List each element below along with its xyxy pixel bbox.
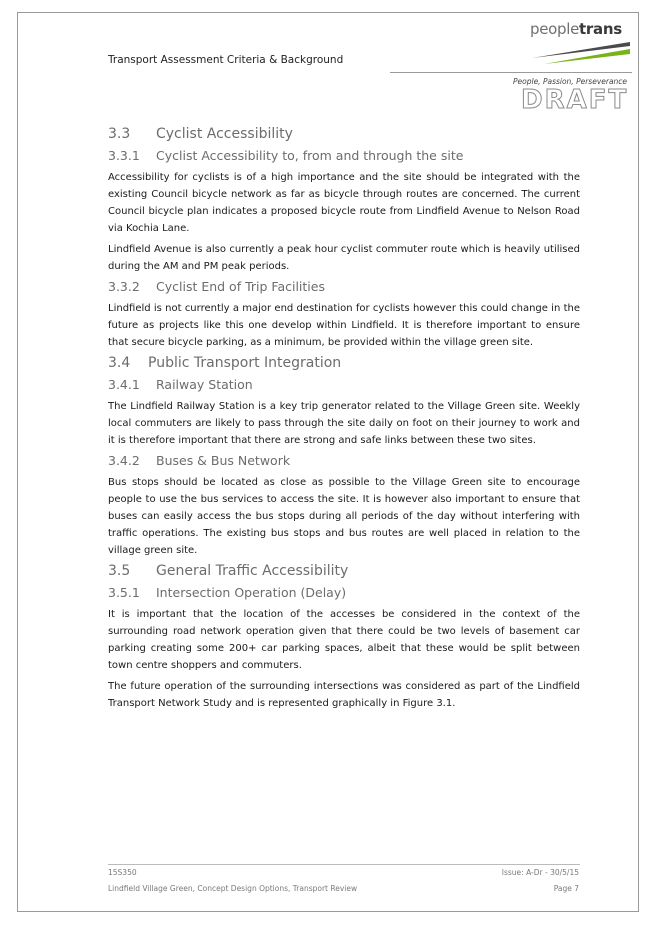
- paragraph: Lindfield Avenue is also currently a peak hour cyclist commuter route which is heavily utilised during the AM and PM peak periods.: [108, 244, 580, 272]
- heading-3-5-1: 3.5.1 Intersection Operation (Delay): [108, 585, 347, 600]
- heading-3-4-1: 3.4.1 Railway Station: [108, 377, 253, 392]
- footer-issue: Issue: A-Dr - 30/5/15: [501, 868, 579, 877]
- logo-wordmark: peopletrans: [530, 20, 622, 38]
- company-logo: [530, 16, 632, 66]
- draft-watermark: DRAFT: [521, 85, 629, 115]
- paragraph: It is important that the location of the accesses be considered in the context of the surrounding road network operation given that there could be two levels of basement car parking creating some 200+ car parking spaces, albeit that these would be split between town centre shoppers and commuters.: [108, 609, 580, 671]
- paragraph: The Lindfield Railway Station is a key trip generator related to the Village Green site. Weekly local commuters are likely to pass through the site daily on foot on their journey to work and it is therefore important that there are strong and safe links between these two sites.: [108, 401, 580, 446]
- heading-3-3-1: 3.3.1 Cyclist Accessibility to, from and through the site: [108, 148, 464, 163]
- tagline: People, Passion, Perseverance: [513, 77, 628, 86]
- heading-3-3: 3.3 Cyclist Accessibility: [108, 126, 293, 142]
- heading-3-5: 3.5 General Traffic Accessibility: [108, 563, 349, 579]
- paragraph: Bus stops should be located as close as possible to the Village Green site to encourage people to use the bus services to access the site. It is however also important to ensure that buses can easily access the bus stops during all periods of the day without interfering with traffic operations. The existing bus stops and bus routes are well placed in relation to the village green site.: [108, 477, 580, 556]
- paragraph: Lindfield is not currently a major end destination for cyclists however this could change in the future as projects like this one develop within Lindfield. It is therefore important to ensure that secure bicycle parking, as a minimum, be provided within the village green site.: [108, 303, 580, 348]
- main-content: [108, 126, 580, 716]
- footer-project: Lindfield Village Green, Concept Design Options, Transport Review: [108, 884, 358, 893]
- footer-job-number: 15S350: [108, 868, 137, 877]
- header-title: Transport Assessment Criteria & Background: [108, 54, 344, 66]
- logo-swoosh-icon: [530, 36, 632, 66]
- heading-3-4: 3.4 Public Transport Integration: [108, 355, 342, 371]
- heading-3-3-2: 3.3.2 Cyclist End of Trip Facilities: [108, 279, 325, 294]
- paragraph: The future operation of the surrounding intersections was considered as part of the Lindfield Transport Network Study and is represented graphically in Figure 3.1.: [108, 681, 580, 709]
- header-rule: [390, 72, 632, 73]
- paragraph: Accessibility for cyclists is of a high importance and the site should be integrated with the existing Council bicycle network as far as bicycle through routes are concerned. The current Council bicycle plan indicates a proposed bicycle route from Lindfield Avenue to Nelson Road via Kochia Lane.: [108, 172, 580, 234]
- footer-page-number: Page 7: [553, 884, 579, 893]
- footer-rule: [108, 864, 580, 865]
- heading-3-4-2: 3.4.2 Buses & Bus Network: [108, 453, 291, 468]
